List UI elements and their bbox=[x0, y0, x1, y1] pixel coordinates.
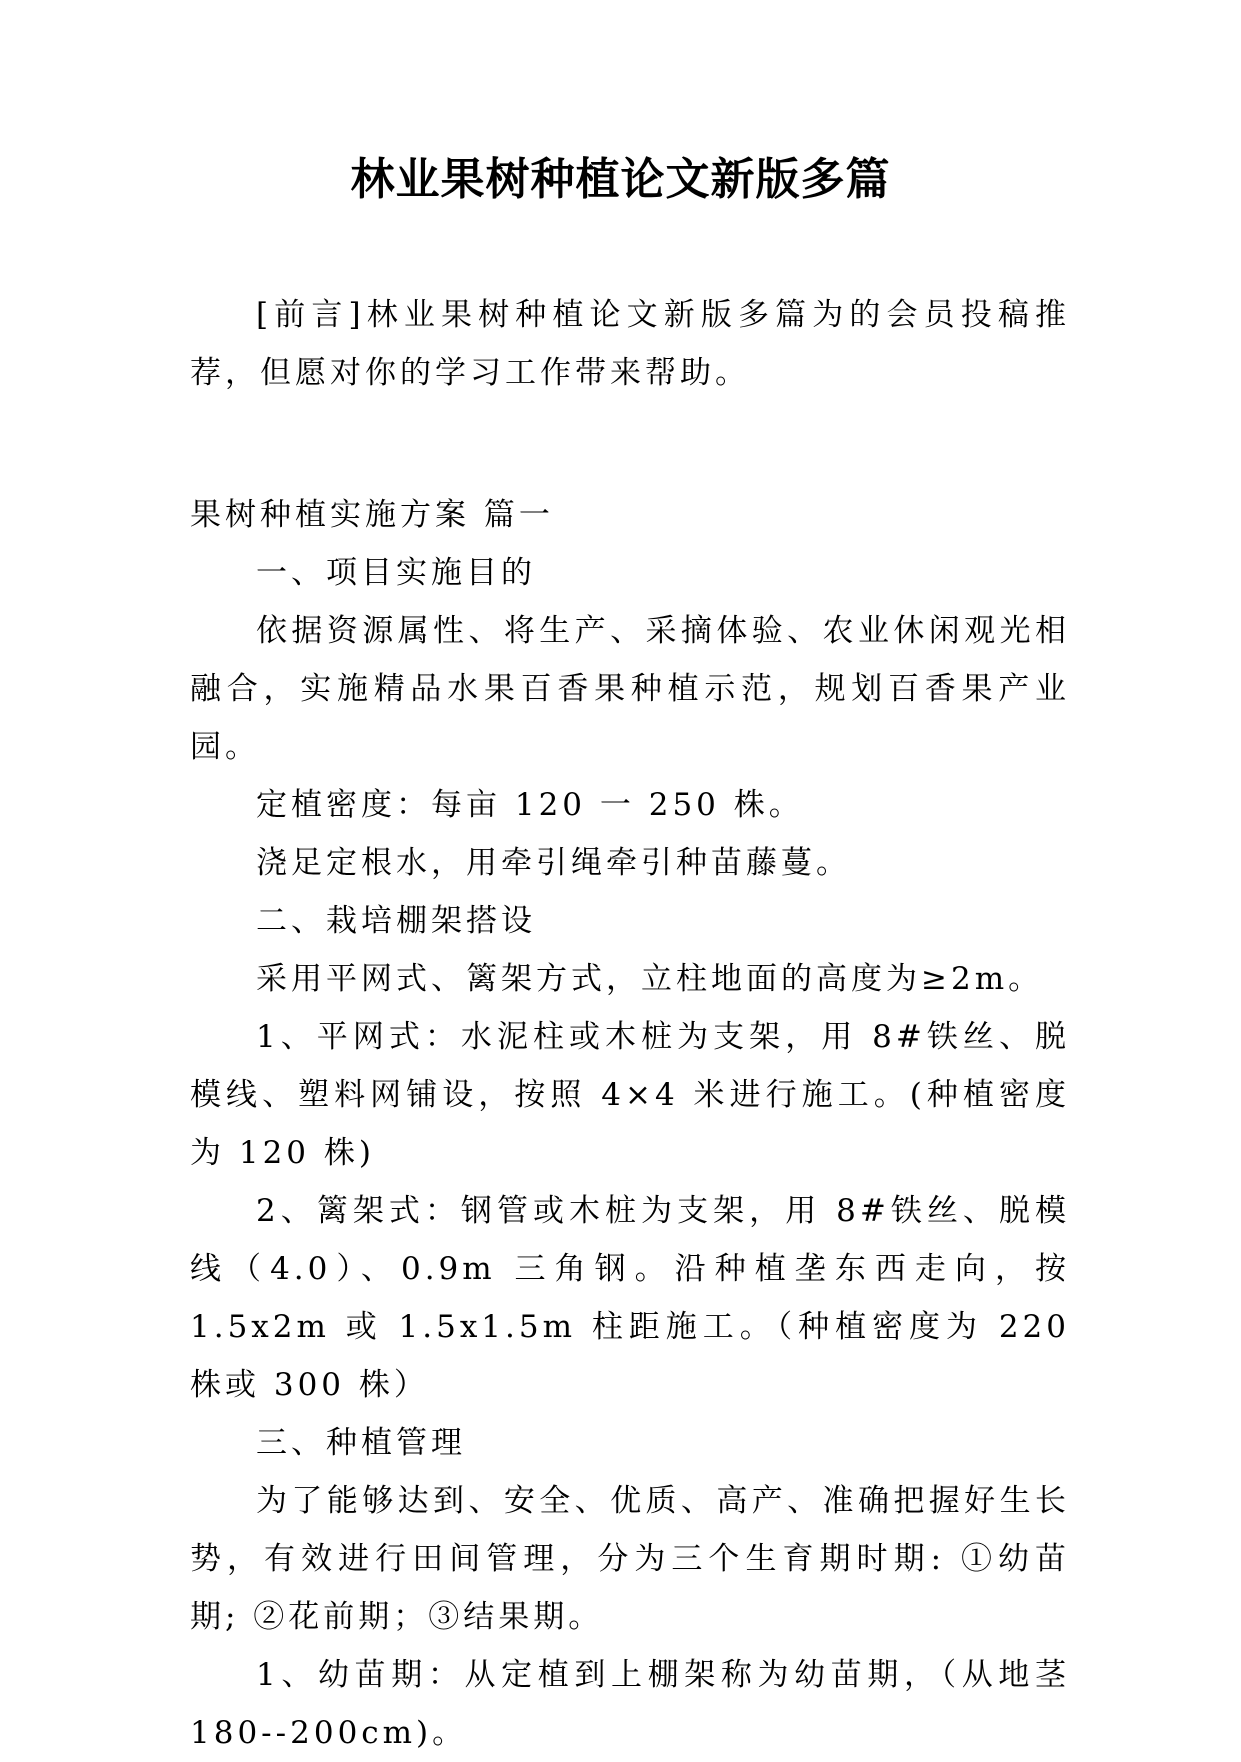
paragraph-4: 浇足定根水，用牵引绳牵引种苗藤蔓。 bbox=[256, 845, 851, 881]
paragraph-8: 2、篱架式：钢管或木桩为支架，用 8#铁丝、脱模线（4.0）、0.9m 三角钢。沿种植垄东西走向，按 1.5x2m 或 1.5x1.5m 柱距施工。（种植密度为 220 株或 300 株） bbox=[190, 1193, 1070, 1403]
paragraph-1: 一、项目实施目的 bbox=[256, 555, 536, 591]
paragraph-10: 为了能够达到、安全、优质、高产、准确把握好生长势，有效进行田间管理，分为三个生育期时期: ①幼苗期; ②花前期；③结果期。 bbox=[190, 1483, 1070, 1635]
intro-paragraph: [前言]林业果树种植论文新版多篇为的会员投稿推荐，但愿对你的学习工作带来帮助。 bbox=[190, 297, 1070, 391]
paragraph-3: 定植密度：每亩 120 一 250 株。 bbox=[256, 787, 804, 823]
paragraph-11: 1、幼苗期：从定植到上棚架称为幼苗期，（从地茎 180--200cm)。 bbox=[190, 1657, 1070, 1751]
paragraph-6: 采用平网式、篱架方式，立柱地面的高度为≥2m。 bbox=[256, 961, 1044, 997]
paragraph-5: 二、栽培棚架搭设 bbox=[256, 903, 536, 939]
document-body bbox=[190, 286, 1070, 1762]
paragraph-9: 三、种植管理 bbox=[256, 1425, 466, 1461]
paragraph-2: 依据资源属性、将生产、采摘体验、农业休闲观光相融合，实施精品水果百香果种植示范，规划百香果产业园。 bbox=[190, 613, 1070, 765]
document-title: 林业果树种植论文新版多篇 bbox=[350, 154, 891, 205]
section-heading: 果树种植实施方案 篇一 bbox=[190, 497, 554, 533]
paragraph-7: 1、平网式：水泥柱或木桩为支架，用 8#铁丝、脱模线、塑料网铺设，按照 4×4 米进行施工。(种植密度为 120 株) bbox=[190, 1019, 1070, 1171]
